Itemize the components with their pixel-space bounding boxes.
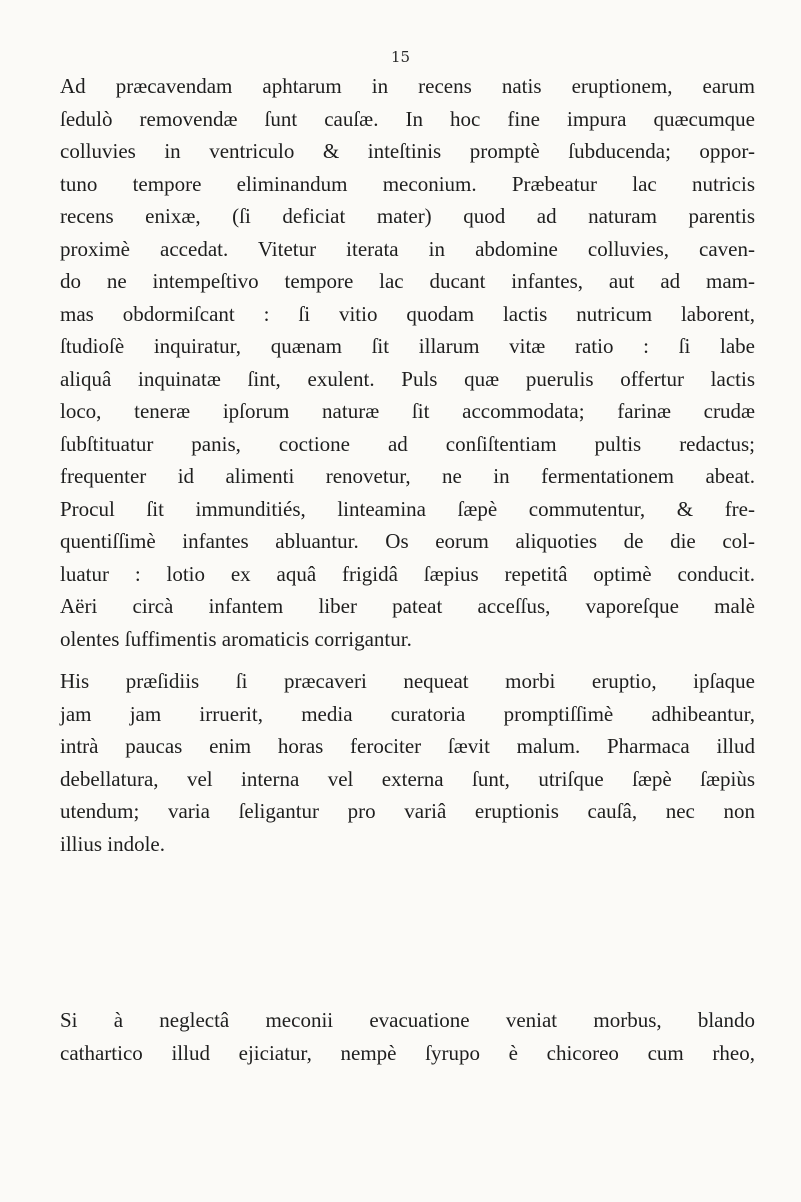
text-line: proximè accedat. Vitetur iterata in abdomine colluvies, caven- bbox=[60, 236, 755, 261]
page-number: 15 bbox=[390, 48, 411, 66]
text-line: debellatura, vel interna vel externa ſunt, utriſque ſæpè ſæpiùs bbox=[60, 766, 755, 791]
text-line: intrà paucas enim horas ferociter ſævit malum. Pharmaca illud bbox=[60, 734, 755, 758]
text-line: jam jam irruerit, media curatoria promptiſſimè adhibeantur, bbox=[60, 701, 755, 726]
text-line: Aëri circà infantem liber pateat acceſſus, vaporeſque malè bbox=[60, 594, 755, 618]
text-line: colluvies in ventriculo & inteſtinis promptè ſubducenda; oppor- bbox=[60, 139, 755, 163]
text-line: recens enixæ, (ſi deficiat mater) quod ad naturam parentis bbox=[60, 204, 755, 228]
text-line: luatur : lotio ex aquâ frigidâ ſæpius repetitâ optimè conducit. bbox=[60, 561, 755, 586]
text-line: Si à neglectâ meconii evacuatione veniat morbus, blando bbox=[60, 1008, 755, 1032]
text-line: His præſidiis ſi præcaveri nequeat morbi eruptio, ipſaque bbox=[60, 669, 755, 693]
text-line: Ad præcavendam aphtarum in recens natis eruptionem, earum bbox=[60, 74, 755, 98]
text-line: mas obdormiſcant : ſi vitio quodam lactis nutricum laborent, bbox=[60, 301, 755, 326]
text-line: Procul ſit immunditiés, linteamina ſæpè commutentur, & fre- bbox=[60, 496, 755, 521]
text-line: quentiſſimè infantes abluantur. Os eorum aliquoties de die col- bbox=[60, 529, 755, 553]
text-line: ſedulò removendæ ſunt cauſæ. In hoc fine impura quæcumque bbox=[60, 106, 755, 131]
text-line: frequenter id alimenti renovetur, ne in fermentationem abeat. bbox=[60, 464, 755, 488]
text-line: ſtudioſè inquiratur, quænam ſit illarum vitæ ratio : ſi labe bbox=[60, 334, 755, 358]
text-line: loco, teneræ ipſorum naturæ ſit accommodata; farinæ crudæ bbox=[60, 399, 755, 423]
text-line: utendum; varia ſeligantur pro variâ eruptionis cauſâ, nec non bbox=[60, 799, 755, 823]
text-line: do ne intempeſtivo tempore lac ducant infantes, aut ad mam- bbox=[60, 269, 755, 293]
paragraph-2 bbox=[60, 665, 755, 860]
text-line: illius indole. bbox=[60, 831, 165, 856]
paragraph-1 bbox=[60, 70, 755, 655]
paragraph-3 bbox=[60, 1004, 755, 1069]
text-line: olentes ſuffimentis aromaticis corrigantur. bbox=[60, 626, 412, 651]
text-line: cathartico illud ejiciatur, nempè ſyrupo è chicoreo cum rheo, bbox=[60, 1040, 755, 1065]
text-line: tuno tempore eliminandum meconium. Præbeatur lac nutricis bbox=[60, 171, 755, 196]
text-line: aliquâ inquinatæ ſint, exulent. Puls quæ puerulis offertur lactis bbox=[60, 366, 755, 391]
text-line: ſubſtituatur panis, coctione ad conſiſtentiam pultis redactus; bbox=[60, 431, 755, 456]
